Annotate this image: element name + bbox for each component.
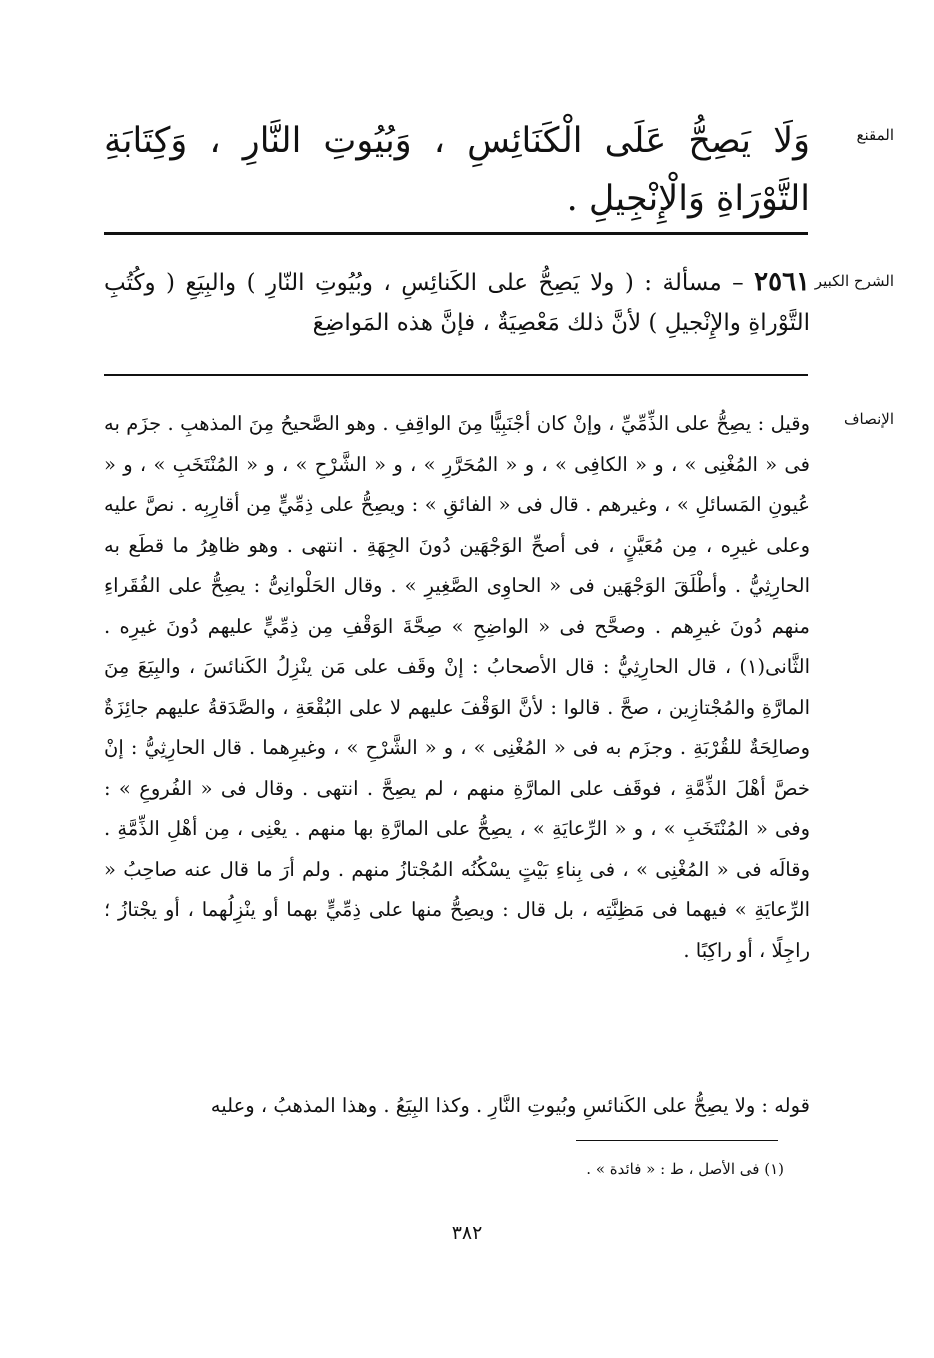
muqni-text <box>104 112 810 228</box>
masala-number: ٢٥٦١ <box>754 267 810 297</box>
sharh-paragraph <box>104 262 810 343</box>
sharh-label: الشرح الكبير <box>814 272 894 290</box>
page-number: ٣٨٢ <box>451 1222 483 1244</box>
insaf-paragraph: وقيل : يصِحُّ على الذِّمِّيِّ ، وإنْ كان أجْنَبِيًّا مِنَ الواقِفِ . وهو الصَّحيحُ مِنَ المذهبِ . جزَم به فى « المُغْنِى » ، و « الكافِى » ، و « المُحَرَّرِ » ، و « الشَّرْحِ » ، و « المُنْتَخَبِ » ، و « عُيونِ المَسائلِ » ، وغيرهم . قال فى « الفائقِ » : ويصِحُّ على ذِمِّيٍّ مِن أقارِبِه . نصَّ عليه وعلى غيرِه ، مِن مُعَيَّنٍ ، فى أصحِّ الوَجْهَين دُونَ الجِهَةِ . انتهى . وهو ظاهِرُ ما قطَع به الحارِثِيُّ . وأطْلَقَ الوَجْهَين فى « الحاوِى الصَّغِيرِ » . وقال الحَلْوانِىُّ : يصِحُّ على الفُقَراءِ منهم دُونَ غيرِهم . وصحَّح فى « الواضِحِ » صِحَّةَ الوَقْفِ مِن ذِمِّيٍّ عليهم دُونَ غيرِه . الثَّانى(١) ، قال الحارِثِيُّ : قال الأصحابُ : إنْ وقَف على مَن ينْزِلُ الكَنائسَ ، والبِيَعَ مِنَ المارَّةِ والمُجْتازِين ، صحَّ . قالوا : لأنَّ الوَقْفَ عليهم لا على البُقْعَةِ ، والصَّدَقةُ عليهم جائِزَةٌ وصالِحَةٌ للقُرْبَةِ . وجزَم به فى « المُغْنِى » ، و « الشَّرْحِ » ، وغيرِهما . قال الحارِثِيُّ : إنْ خصَّ أهْلَ الذِّمَّةِ ، فوقَف على المارَّةِ منهم ، لم يصِحَّ . انتهى . وقال فى « الفُروعِ » : وفى « المُنْتَخَبِ » ، و « الرِّعايَةِ » ، يصِحُّ على المارَّةِ بها منهم . يعْنِى ، مِن أهْلِ الذِّمَّةِ . وقالَه فى « المُغْنِى » ، فى بِناءِ بَيْتٍ يسْكُنُه المُجْتازُ منهم . ولم أرَ ما قال عنه صاحِبُ « الرِّعايَةِ » فيهما فى مَظِنَّتِه ، بل قال : ويصِحُّ منها على ذِمِّيٍّ بهما أو ينْزِلُهما ، أو يجْتازُ ؛ راجِلًا ، أو راكِبًا . <box>104 412 810 962</box>
footnote: (١) فى الأصل ، ط : « فائدة » . <box>586 1160 784 1178</box>
section-divider-thin <box>104 374 808 376</box>
section-divider-thick <box>104 232 808 235</box>
insaf-text <box>104 404 810 971</box>
footnote-divider <box>576 1140 778 1141</box>
insaf-label: الإنصاف <box>843 410 894 428</box>
qawl-text <box>104 1086 810 1126</box>
sharh-body: – مسألة : ( ولا يَصِحُّ على الكَنائِسِ ، وبُيُوتِ النّارِ ) والبِيَعِ ( وكُتُبِ التَّوْراةِ والإِنْجيلِ ) لأنَّ ذلك مَعْصِيَةٌ ، فإنَّ هذه المَواضِعَ <box>104 270 810 336</box>
qawl-paragraph: قوله : ولا يصِحُّ على الكَنائسِ وبُيوتِ النَّارِ . وكذا البِيَعُ . وهذا المذهبُ ، وعليه <box>210 1094 810 1117</box>
muqni-paragraph: وَلَا يَصِحُّ عَلَى الْكَنَائِسِ ، وَبُيُوتِ النَّارِ ، وَكِتَابَةِ التَّوْرَاةِ وَالْإِنْجِيلِ . <box>104 121 810 219</box>
muqni-label: المقنع <box>856 126 894 144</box>
sharh-text <box>104 262 810 343</box>
